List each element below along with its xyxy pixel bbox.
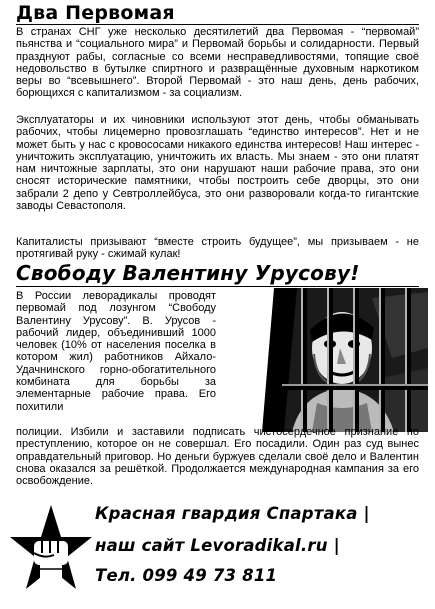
paragraph-exploiters: Эксплуататоры и их чиновники используют этот день, чтобы обманывать рабочих, чтобы лицемерно провозглашать “единство интересов”. Нет и не может быть у нас с кровососами никакого единства интересов! Наш интерес - уничтожить эксплуатацию, уничтожить их власть. Мы знаем - это они платят нам ничтожные зарплаты, это они нарушают наши рабочие права, это они сносят исторические памятники, чтобы построить себе дворцы, это они забрали 2 депо у Севтроллейбуса, это они разворовали когда-то гигантские заводы Севастополя. (16, 114, 419, 213)
title-underline (16, 24, 419, 25)
phone-number[interactable]: Тел. 099 49 73 811 (95, 566, 278, 585)
paragraph-fist: Капиталисты призывают “вместе строить будущее”, мы призываем - не протягивай руку - сжимай кулак! (16, 236, 419, 261)
org-name: Красная гвардия Спартака | (95, 504, 370, 523)
paragraph-intro: В странах СНГ уже несколько десятилетий два Первомая - “первомай” пьянства и “социального мира” и Первомай борьбы и солидарности. Первый празднуют рабы, согласные со всеми несправедливостями, топящие своё недовольство в бутылке спиртного и развращённые духовным наркотиком веры во “всевышнего”. Второй Первомай - это наш день, день рабочих, борющихся с капитализмом - за социализм. (16, 26, 419, 100)
man-behind-bars-photo (222, 288, 428, 432)
section-title-free-urusov: Свободу Валентину Урусову! (16, 261, 360, 285)
title-underline (16, 286, 419, 287)
site-link[interactable]: наш сайт Levoradikal.ru | (95, 536, 340, 555)
section-title-two-mays: Два Первомая (16, 2, 175, 24)
paragraph-urusov-left: В России леворадикалы проводят первомай под лозунгом “Свободу Валентину Урусову”. В. Урусов - рабочий лидер, объединивший 1000 человек (10% от населения поселка в котором жил) работников Айхало-Удачнинского горно-обогатительного комбината для борьбы за элементарные рабочие права. Его похитили (16, 290, 216, 413)
paragraph-urusov-full: полиции. Избили и заставили подписать чистосердечное признание по преступлению, которое он не совершал. Его посадили. Один раз суд вынес оправдательный приговор. Но деньги буржуев сделали своё дело и Валентин снова оказался за решёткой. Продолжается международная кампания за его освобождение. (16, 426, 419, 488)
red-star-fist-icon (10, 503, 92, 599)
